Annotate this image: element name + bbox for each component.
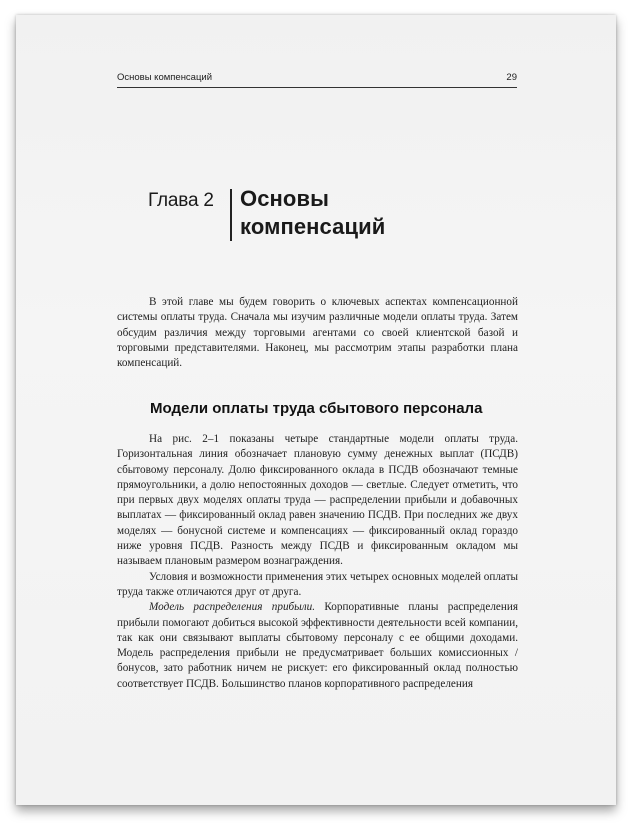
chapter-title-line2: компенсаций [240,214,386,239]
body-paragraph-3-text: Корпоративные планы распределения прибыли помогают добиться высокой эффективности деятельности всей компании, так как они связывают выплаты сбытовому персоналу с ее общими доходами. Модель распределения прибыли не предусматривает больших комиссионных / бонусов, зато работник ничем не рискует: его фиксированный оклад полностью соответствует ПСДВ. Большинство планов корпоративного распределения [117,601,519,690]
chapter-divider [230,189,232,241]
chapter-title [240,185,440,241]
body-paragraph-2: Условия и возможности применения этих четырех основных моделей оплаты труда также отличаются друг от друга. [117,570,518,598]
page-number: 29 [506,72,517,83]
section-body [117,432,518,692]
intro-paragraph: В этой главе мы будем говорить о ключевых аспектах компенсационной системы оплаты труда. Сначала мы изучим различные модели оплаты труда. Затем обсудим различия между торговыми агентами со своей клиентской базой и торговыми представителями. Наконец, мы рассмотрим этапы разработки плана компенсаций. [117,296,518,370]
section-heading: Модели оплаты труда сбытового персонала [150,400,483,417]
body-paragraph-3 [117,600,518,692]
body-paragraph-1: На рис. 2–1 показаны четыре стандартные модели оплаты труда. Горизонтальная линия обозначает плановую сумму денежных выплат (ПСДВ) сбытовому персоналу. Долю фиксированного оклада в ПСДВ обозначают темные прямоугольники, а долю непостоянных доходов — светлые. Следует отметить, что при первых двух моделях оплаты труда — распределении прибыли и добавочных выплатах — фиксированный оклад равен значению ПСДВ. При последних же двух моделях — бонусной системе и компенсациях — фиксированный оклад гораздо ниже уровня ПСДВ. Разность между ПСДВ и фиксированным окладом мы называем плановым размером вознаграждения. [117,433,518,568]
running-head [117,70,517,86]
intro-text [117,295,518,371]
header-rule [117,87,517,88]
chapter-title-line1: Основы [240,186,329,211]
italic-lead: Модель распределения прибыли. [149,601,316,614]
chapter-label: Глава 2 [148,190,214,211]
running-head-title: Основы компенсаций [117,72,213,83]
